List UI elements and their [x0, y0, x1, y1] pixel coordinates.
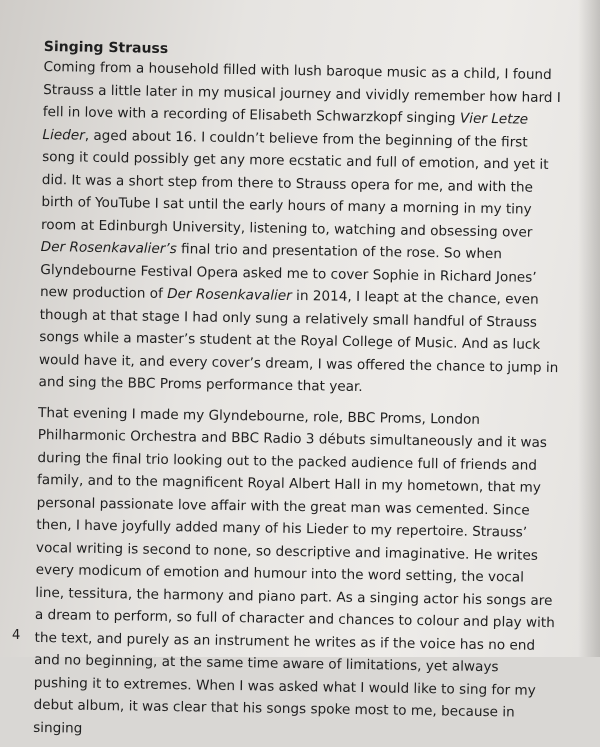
article	[33, 38, 564, 747]
paragraph-2	[33, 401, 558, 747]
text-run: , aged about 16. I couldn’t believe from the beginning of the first song it could possibly get any more ecstatic and full of emotion, and yet it did. It was a short step from there to Strauss opera for me, and with the birth of YouTube I sat until the early hours of many a morning in my tiny room at Edinburgh University, listening to, watching and obsessing over	[40, 127, 549, 241]
italic-title: Der Rosenkavalier’s	[40, 238, 177, 258]
text-run: Coming from a household filled with lush baroque music as a child, I found Strauss a little later in my musical journey and vividly remember how hard I fell in love with a recording of Elisabeth Schwarzkopf singing	[42, 58, 561, 127]
article-heading: Singing Strauss	[43, 38, 169, 57]
italic-title: Vier Letze Lieder	[42, 110, 529, 144]
page-gutter-shadow	[578, 0, 600, 657]
italic-title: Der Rosenkavalier	[167, 285, 292, 304]
text-run: in 2014, I leapt at the chance, even though at that stage I had only sung a relatively small handful of Strauss songs while a master’s student at the Royal College of Music. And as luck would have it, and every cover’s dream, I was offered the chance to jump in and sing the BBC Proms performance that year.	[38, 287, 559, 396]
page-number: 4	[12, 628, 21, 643]
text-run: That evening I made my Glyndebourne, role, BBC Proms, London Philharmonic Orchestra and BBC Radio 3 débuts simultaneously and it was during the final trio looking out to the packed audience full of friends and family, and to the magnificent Royal Albert Hall in my hometown, that my personal passionate love affair with the great man was cemented. Since then, I have joyfully added many of his Lieder to my repertoire. Strauss’ vocal writing is second to none, so descriptive and imaginative. He writes every modicum of emotion and humour into the word setting, the vocal line, tessitura, the harmony and piano part. As a singing actor his songs are a dream to perform, so full of character and chances to colour and play with the text, and purely as an instrument he writes as if the voice has no end and no beginning, at the same time aware of limitations, yet always pushing it to extremes. When I was asked what I would like to sing for my debut album, it was clear that his songs spoke most to me, because in singing	[33, 404, 555, 737]
text-run: final trio and presentation of the rose. So when Glyndebourne Festival Opera asked me to cover Sophie in Richard Jones’ new production of	[39, 241, 537, 302]
paragraph-1	[38, 56, 563, 402]
